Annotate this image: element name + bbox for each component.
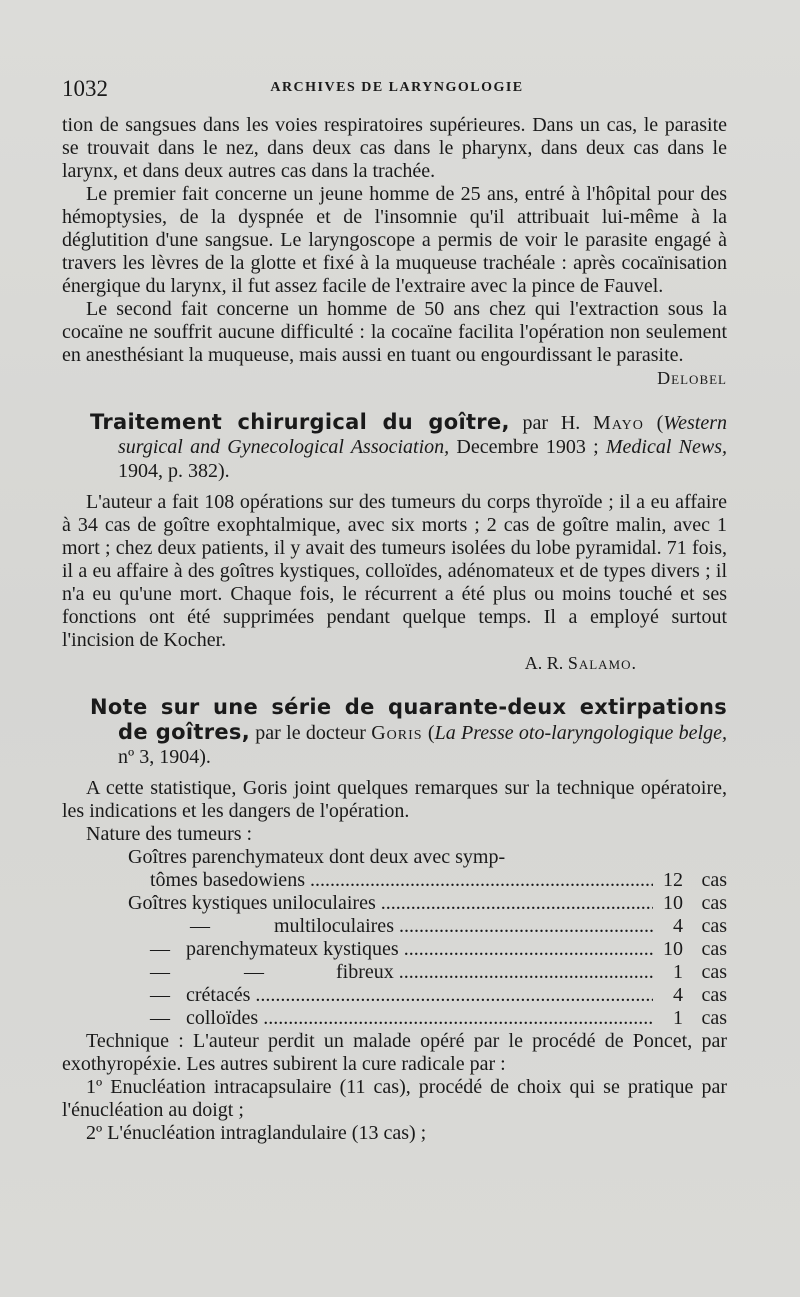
table-row: — — fibreux ..... 1 cas (86, 961, 727, 984)
paragraph: L'auteur a fait 108 opérations sur des tumeurs du corps thyroïde ; il a eu affaire à 34 cas de goître exophtalmique, avec six morts ; 2 cas de goître malin, avec 1 mort ; chez deux patients, il y avait des tumeurs isolées du lobe pyramidal. 71 fois, il a eu affaire à des goîtres kystiques, colloïdes, adénomateux et de types divers ; il n'a eu qu'une mort. Chaque fois, le récurrent a été plus ou moins touché et ses fonctions ont été supprimées pendant quelque temps. Il a employé surtout l'incision de Kocher. (62, 491, 727, 651)
source-name: Western surgical and Gynecological Association, (118, 412, 727, 458)
article-heading: Traitement chirurgical du goître, par H. Mayo (Western surgical and Gynecological Association, Decembre 1903 ; Medical News, 1904, p. 382). (90, 410, 727, 482)
article-title: Traitement chirurgical du goître, (90, 410, 510, 434)
list-item: 2º L'énucléation intraglandulaire (13 cas) ; (86, 1122, 427, 1144)
running-title: ARCHIVES DE LARYNGOLOGIE (270, 80, 524, 95)
table-row: Goîtres parenchymateux dont deux avec symp- (128, 846, 506, 868)
article-leeches (62, 114, 727, 390)
page-number: 1032 (62, 76, 108, 101)
author-name: Mayo (593, 412, 644, 434)
article-title: Note sur une série de quarante-deux extirpations de goîtres, (90, 695, 727, 744)
signature: A. R. Salamo. (524, 653, 637, 673)
tumour-table (86, 846, 727, 1030)
article-heading: Note sur une série de quarante-deux extirpations de goîtres, par le docteur Goris (La Presse oto-laryngologique belge, nº 3, 1904). (90, 695, 727, 768)
article-goitre-extirpations (62, 695, 727, 1145)
table-caption: Nature des tumeurs : (86, 823, 253, 845)
table-row: — parenchymateux kystiques ..... 10 cas (86, 938, 727, 961)
paragraph: Le premier fait concerne un jeune homme de 25 ans, entré à l'hôpital pour des hémoptysies, de la dyspnée et de l'insomnie qu'il attribuait lui-même à la déglutition d'une sangsue. Le laryngoscope a permis de voir le parasite engagé à travers les lèvres de la glotte et fixé à la muqueuse trachéale : après cocaïnisation énergique du larynx, il fut assez facile de l'extraire avec la pince de Fauvel. (62, 183, 727, 297)
paragraph: Technique : L'auteur perdit un malade opéré par le procédé de Poncet, par exothyropéxie. Les autres subirent la cure radicale par : (62, 1030, 727, 1075)
table-row: — crétacés ..... 4 cas (86, 984, 727, 1007)
table-row: — multiloculaires ..... 4 cas (86, 915, 727, 938)
table-row: tômes basedowiens ..... 12 cas (86, 869, 727, 892)
author-name: Goris (371, 722, 423, 744)
paragraph: A cette statistique, Goris joint quelques remarques sur la technique opératoire, les indications et les dangers de l'opération. (62, 777, 727, 822)
list-item: 1º Enucléation intracapsulaire (11 cas), procédé de choix qui se pratique par l'énucléation au doigt ; (62, 1076, 727, 1121)
journal-name: Medical News, (605, 436, 727, 458)
table-row: — colloïdes ..... 1 cas (86, 1007, 727, 1030)
source-name: La Presse oto-laryngologique belge, (434, 722, 727, 744)
table-row: Goîtres kystiques uniloculaires ..... 10 cas (86, 892, 727, 915)
article-goitre-treatment (62, 410, 727, 675)
paragraph: tion de sangsues dans les voies respiratoires supérieures. Dans un cas, le parasite se trouvait dans le nez, dans deux cas dans le pharynx, dans deux cas dans le larynx, et dans deux autres cas dans la trachée. (62, 114, 727, 182)
page-header (62, 76, 732, 100)
paragraph: Le second fait concerne un homme de 50 ans chez qui l'extraction sous la cocaïne ne souffrit aucune difficulté : la cocaïne facilita l'opération non seulement en anesthésiant la muqueuse, mais aussi en tuant ou engourdissant le parasite. (62, 298, 727, 366)
signature: Delobel (657, 368, 727, 388)
page-body (62, 114, 727, 1145)
